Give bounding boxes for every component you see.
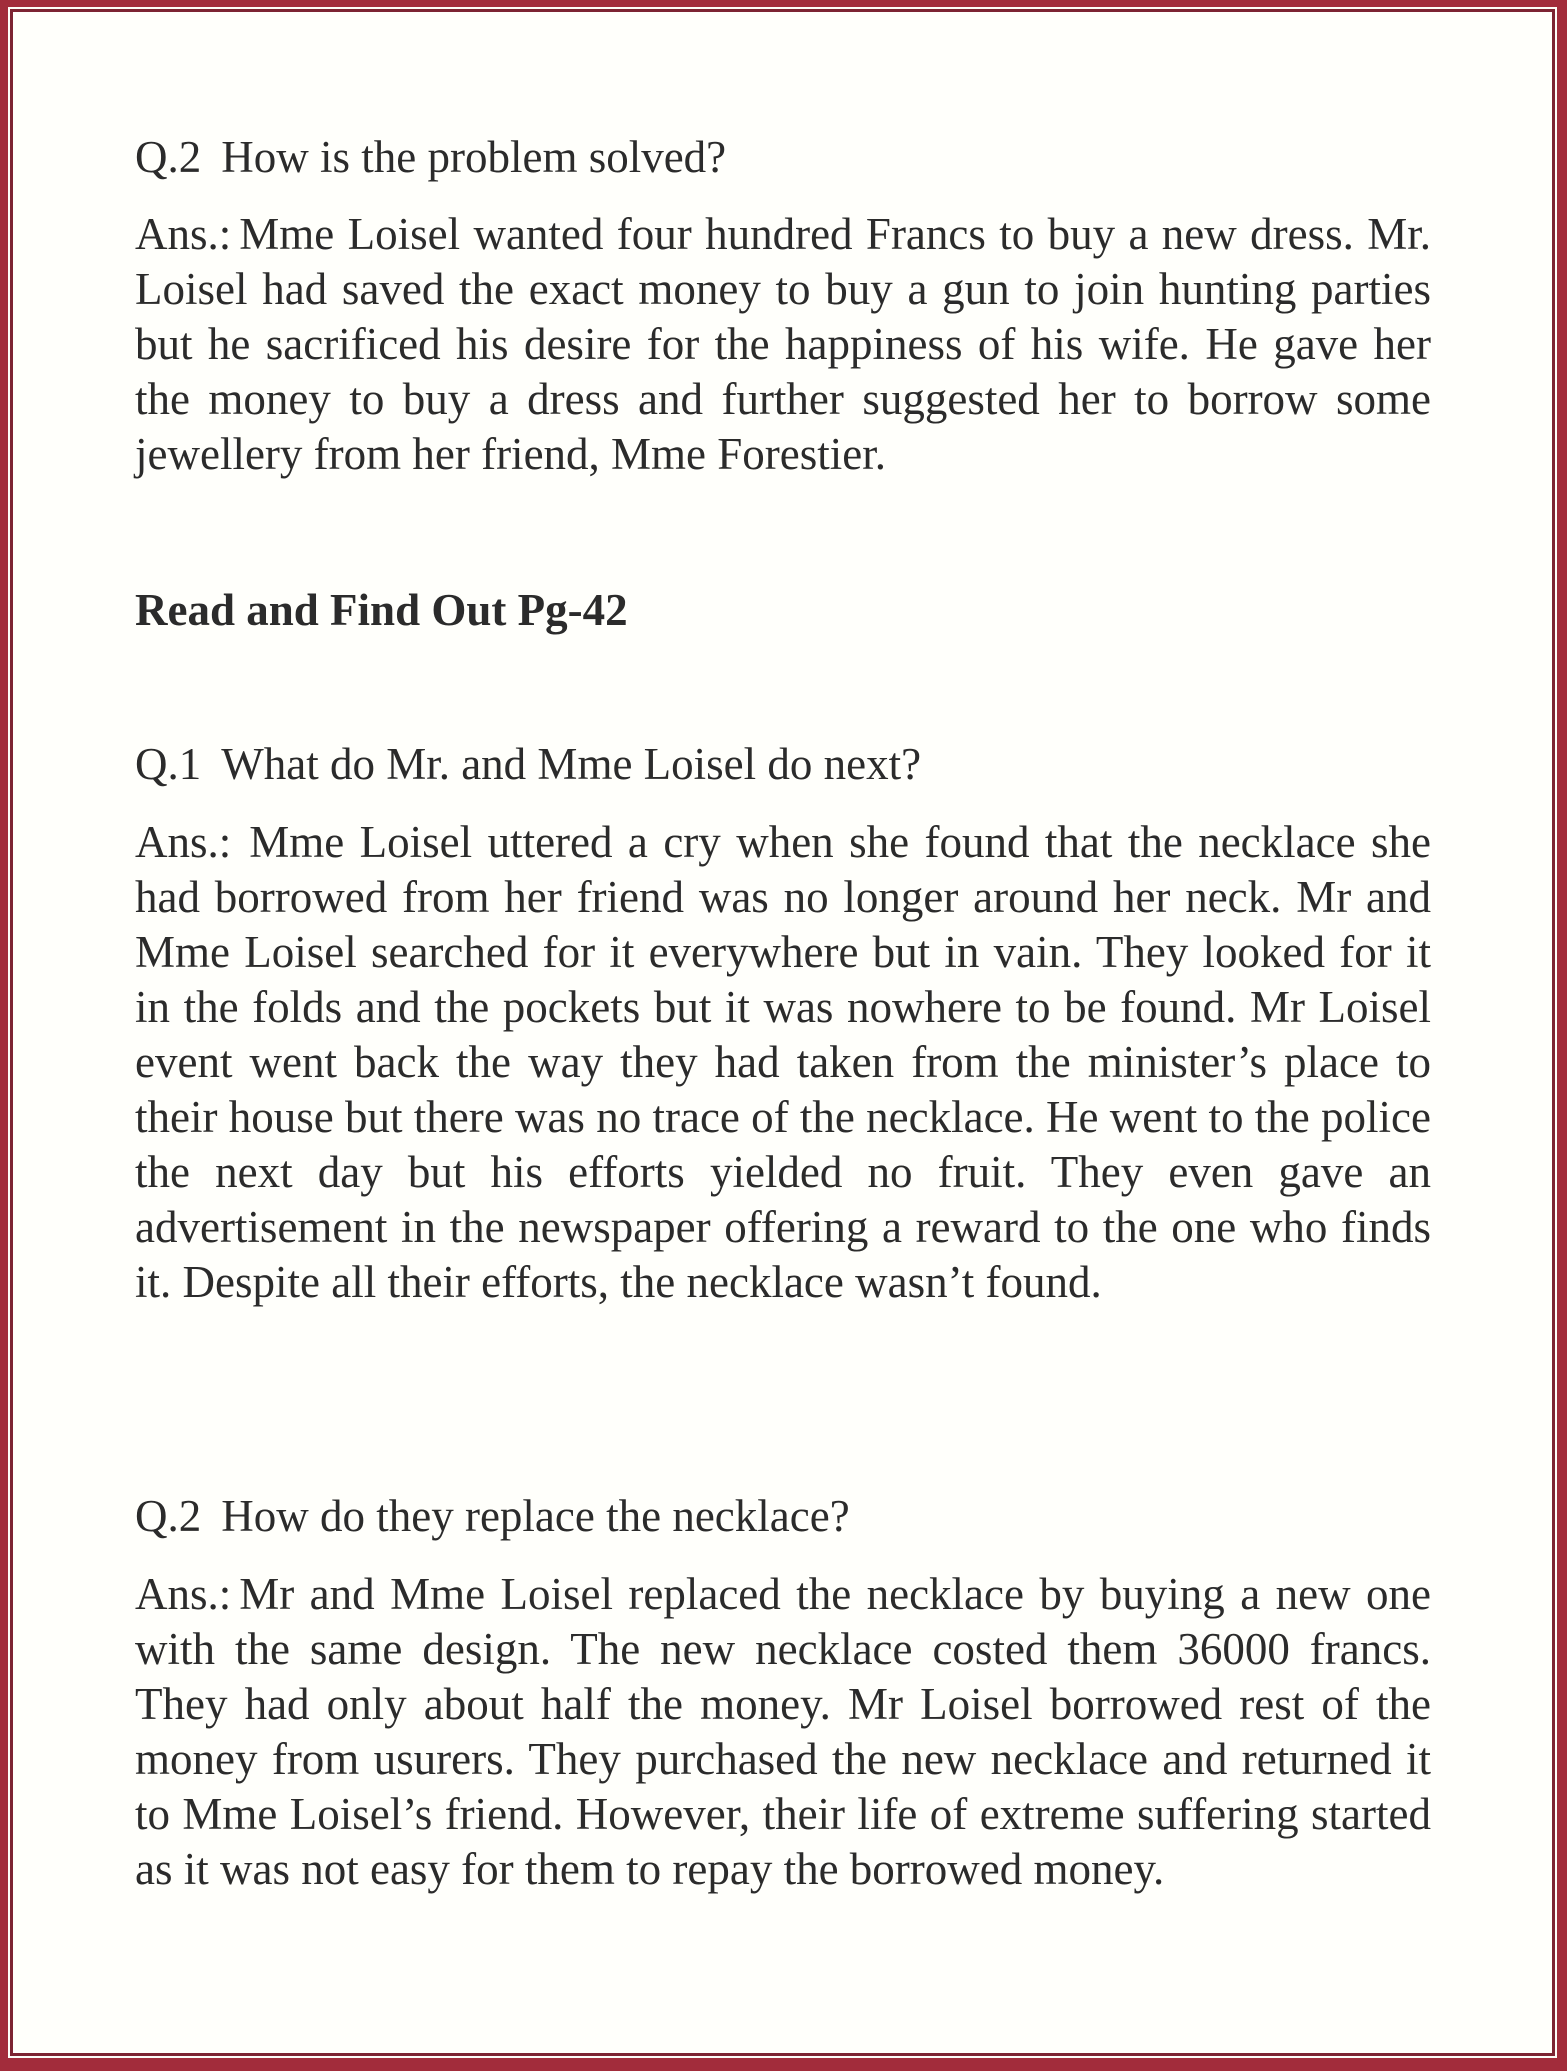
answer-text: Mme Loisel uttered a cry when she found that the necklace she had borrowed from her friend was no longer around her neck. Mr and Mme Loisel searched for it everywhere but in vain. They looked for it in the folds and the pockets but it was nowhere to be found. Mr Loisel event went back the way they had taken from the minister’s place to their house but there was no trace of the necklace. He went to the police the next day but his efforts yielded no fruit. They even gave an advertisement in the newspaper offering a reward to the one who finds it. Despite all their efforts, the necklace wasn’t found. bbox=[135, 817, 1431, 1307]
question-q1-what-next bbox=[135, 737, 1431, 792]
answer-text: Mme Loisel wanted four hundred Francs to buy a new dress. Mr. Loisel had saved the exact money to buy a gun to join hunting parties but he sacrificed his desire for the happiness of his wife. He gave her the money to buy a dress and further suggested her to borrow some jewellery from her friend, Mme Forestier. bbox=[135, 209, 1431, 479]
answer-text: Mr and Mme Loisel replaced the necklace by buying a new one with the same design. The new necklace costed them 36000 francs. They had only about half the money. Mr Loisel borrowed rest of the money from usurers. They purchased the new necklace and returned it to Mme Loisel’s friend. However, their life of extreme suffering started as it was not easy for them to repay the borrowed money. bbox=[135, 1569, 1431, 1894]
answer-q2-replace-necklace bbox=[135, 1567, 1431, 1897]
question-text: How is the problem solved? bbox=[221, 132, 727, 182]
question-number: Q.2 bbox=[135, 132, 202, 182]
answer-q2-problem-solved bbox=[135, 207, 1431, 482]
question-q2-problem-solved bbox=[135, 130, 1431, 185]
answer-label: Ans.: bbox=[135, 1569, 232, 1619]
answer-label: Ans.: bbox=[135, 817, 232, 867]
question-text: How do they replace the necklace? bbox=[221, 1491, 850, 1541]
question-q2-replace-necklace bbox=[135, 1489, 1431, 1544]
answer-label: Ans.: bbox=[135, 209, 232, 259]
question-number: Q.2 bbox=[135, 1491, 202, 1541]
answer-q1-what-next bbox=[135, 815, 1431, 1310]
question-number: Q.1 bbox=[135, 739, 202, 789]
section-heading: Read and Find Out Pg-42 bbox=[135, 585, 628, 635]
question-text: What do Mr. and Mme Loisel do next? bbox=[221, 739, 922, 789]
